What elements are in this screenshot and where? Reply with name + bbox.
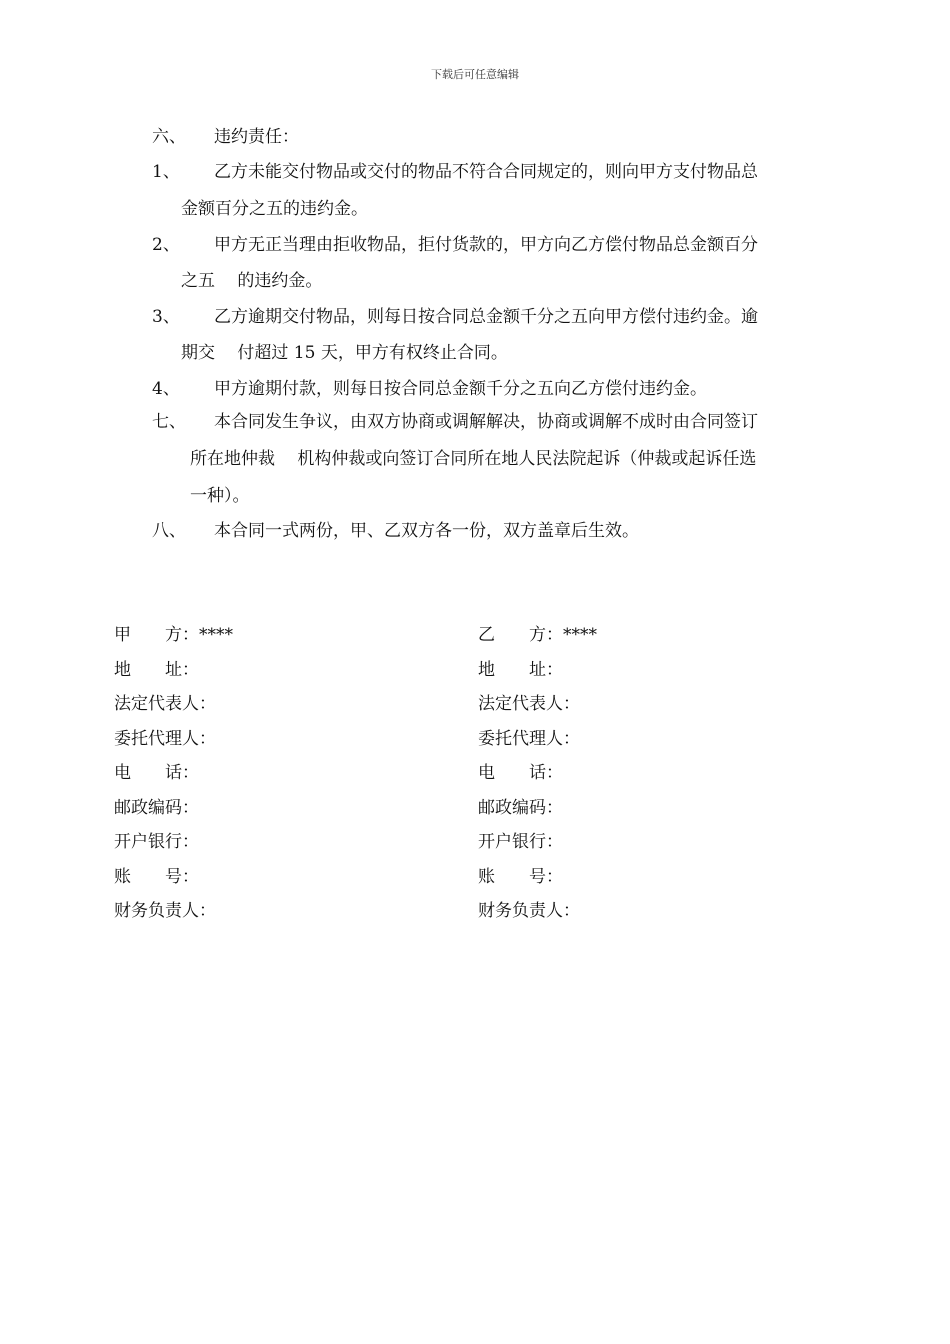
clause-4-number: 4、: [152, 379, 180, 399]
party-a-name: 甲 方：****: [114, 625, 233, 645]
party-b-postcode: 邮政编码：: [478, 798, 563, 818]
party-a-legal-rep: 法定代表人：: [114, 694, 216, 714]
party-b-name: 乙 方：****: [478, 625, 597, 645]
party-a-finance: 财务负责人：: [114, 901, 216, 921]
clause-7-line-3: 一种）。: [190, 486, 250, 506]
party-b-bank: 开户银行：: [478, 832, 563, 852]
party-b-phone: 电 话：: [478, 763, 563, 783]
clause-7-line-2: 所在地仲裁 机构仲裁或向签订合同所在地人民法院起诉（仲裁或起诉任选: [190, 449, 757, 469]
clause-4-line-1: 甲方逾期付款，则每日按合同总金额千分之五向乙方偿付违约金。: [214, 379, 707, 399]
party-b-finance: 财务负责人：: [478, 901, 580, 921]
clause-3-line-2: 期交 付超过 15 天，甲方有权终止合同。: [181, 343, 508, 363]
party-b-account: 账 号：: [478, 867, 563, 887]
clause-7-number: 七、: [152, 412, 186, 432]
party-b-legal-rep: 法定代表人：: [478, 694, 580, 714]
clause-8-number: 八、: [152, 521, 186, 541]
party-b-address: 地 址：: [478, 660, 563, 680]
party-a-account: 账 号：: [114, 867, 199, 887]
clause-1-line-1: 乙方未能交付物品或交付的物品不符合合同规定的，则向甲方支付物品总: [214, 162, 758, 182]
clause-3-line-1: 乙方逾期交付物品，则每日按合同总金额千分之五向甲方偿付违约金。逾: [214, 307, 758, 327]
clause-2-line-2: 之五 的违约金。: [181, 271, 323, 291]
party-b-agent: 委托代理人：: [478, 729, 580, 749]
party-a-phone: 电 话：: [114, 763, 199, 783]
clause-2-line-1: 甲方无正当理由拒收物品，拒付货款的，甲方向乙方偿付物品总金额百分: [214, 235, 758, 255]
clause-7-line-1: 本合同发生争议，由双方协商或调解解决，协商或调解不成时由合同签订: [214, 412, 758, 432]
party-a-postcode: 邮政编码：: [114, 798, 199, 818]
clause-1-number: 1、: [152, 162, 180, 182]
clause-8-line-1: 本合同一式两份，甲、乙双方各一份，双方盖章后生效。: [214, 521, 639, 541]
clause-1-line-2: 金额百分之五的违约金。: [181, 199, 368, 219]
clause-6-text: 违约责任：: [214, 127, 299, 147]
clause-3-number: 3、: [152, 307, 180, 327]
page-header: 下载后可任意编辑: [431, 68, 519, 81]
clause-2-number: 2、: [152, 235, 180, 255]
party-a-agent: 委托代理人：: [114, 729, 216, 749]
clause-6-number: 六、: [152, 127, 186, 147]
party-a-bank: 开户银行：: [114, 832, 199, 852]
party-a-address: 地 址：: [114, 660, 199, 680]
